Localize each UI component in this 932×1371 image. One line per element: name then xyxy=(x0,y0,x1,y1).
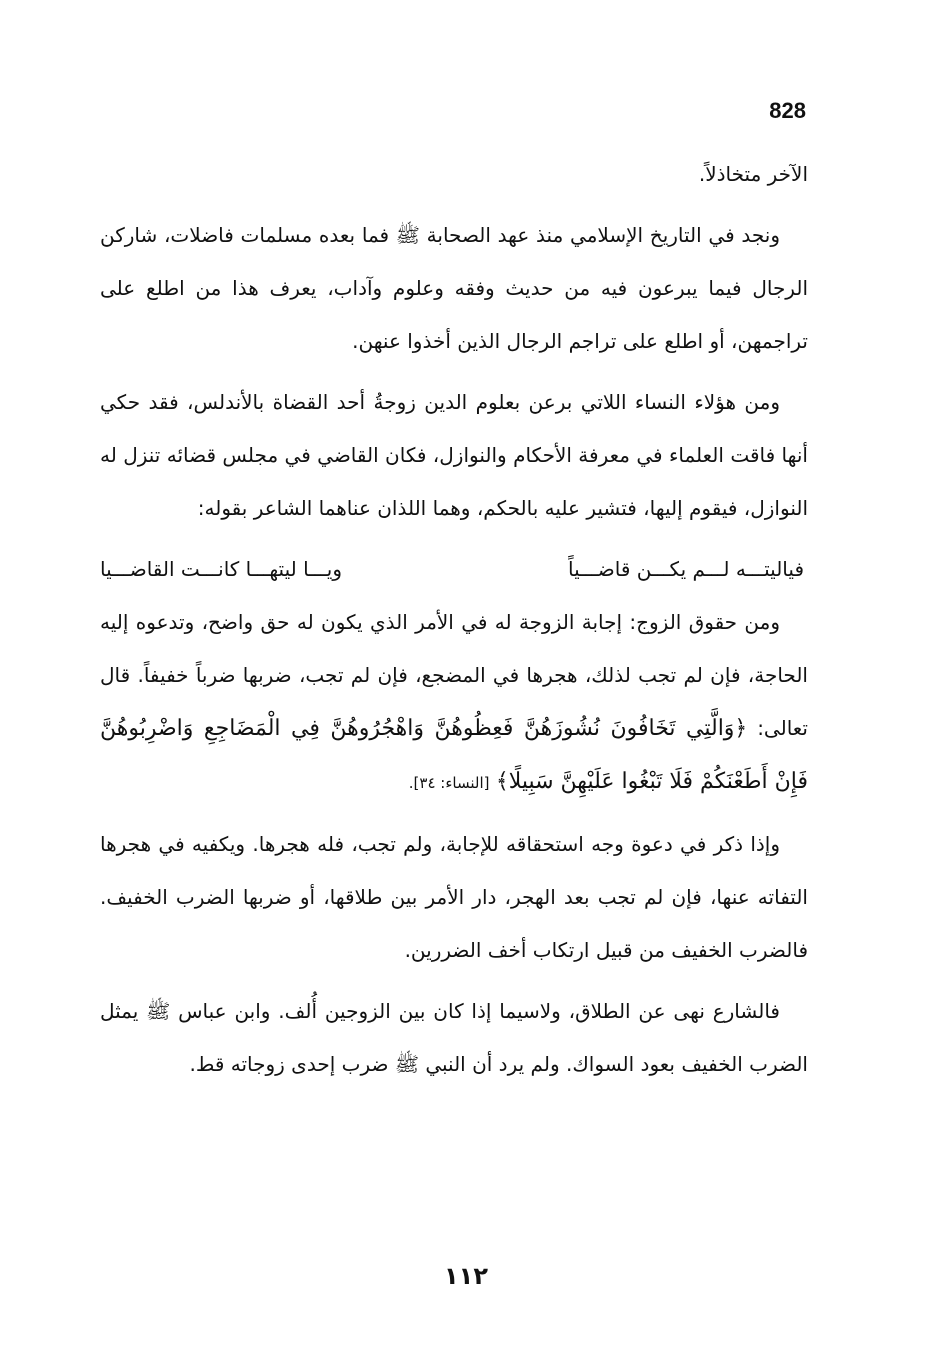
paragraph-1: ونجد في التاريخ الإسلامي منذ عهد الصحابة ﷺ فما بعده مسلمات فاضلات، شاركن الرجال فيما يبرعون فيه من حديث وفقه وعلوم وآداب، يعرف هذا من اطلع على تراجمهن، أو اطلع على تراجم الرجال الذين أخذوا عنهن. xyxy=(100,223,808,353)
quran-verse: ﴿وَالَّتِي تَخَافُونَ نُشُوزَهُنَّ فَعِظُوهُنَّ وَاهْجُرُوهُنَّ فِي الْمَضَاجِعِ وَاضْرِبُوهُنَّ فَإِنْ أَطَعْنَكُمْ فَلَا تَبْغُوا عَلَيْهِنَّ سَبِيلًا﴾ xyxy=(100,716,808,794)
paragraph-3-text: ومن حقوق الزوج: إجابة الزوجة له في الأمر الذي يكون له حق واضح، وتدعوه إليه الحاجة، فإن لم تجب لذلك، هجرها في المضجع، فإن لم تجب، ضربها ضرباً خفيفاً. قال تعالى: xyxy=(100,610,808,740)
verse-second-hemistich: ويـــا ليتهـــا كانـــت القاضـــيا xyxy=(100,557,342,581)
page-number-top: 828 xyxy=(769,98,806,123)
opening-line: الآخر متخاذلاً. xyxy=(698,162,808,186)
body-text xyxy=(100,148,808,1091)
poetry-verse xyxy=(100,543,808,596)
quran-reference: [النساء: ٣٤]. xyxy=(408,774,490,792)
paragraph-5: فالشارع نهى عن الطلاق، ولاسيما إذا كان بين الزوجين أُلف. وابن عباس ﷺ يمثل الضرب الخفيف بعود السواك. ولم يرد أن النبي ﷺ ضرب إحدى زوجاته قط. xyxy=(100,999,808,1076)
paragraph-3 xyxy=(100,596,808,810)
paragraph-4: وإذا ذكر في دعوة وجه استحقاقه للإجابة، ولم تجب، فله هجرها. ويكفيه في هجرها التفاته عنها، فإن لم تجب بعد الهجر، دار الأمر بين طلاقها، أو ضربها الضرب الخفيف. فالضرب الخفيف من قبيل ارتكاب أخف الضررين. xyxy=(100,832,808,962)
verse-first-hemistich: فياليتـــه لـــم يكـــن قاضـــياً xyxy=(568,557,804,581)
page-number-bottom: ١١٢ xyxy=(444,1262,488,1290)
paragraph-2: ومن هؤلاء النساء اللاتي برعن بعلوم الدين زوجةُ أحد القضاة بالأندلس، فقد حكي أنها فاقت العلماء في معرفة الأحكام والنوازل، فكان القاضي في مجلس قضائه تنزل له النوازل، فيقوم إليها، فتشير عليه بالحكم، وهما اللذان عناهما الشاعر بقوله: xyxy=(100,390,808,520)
